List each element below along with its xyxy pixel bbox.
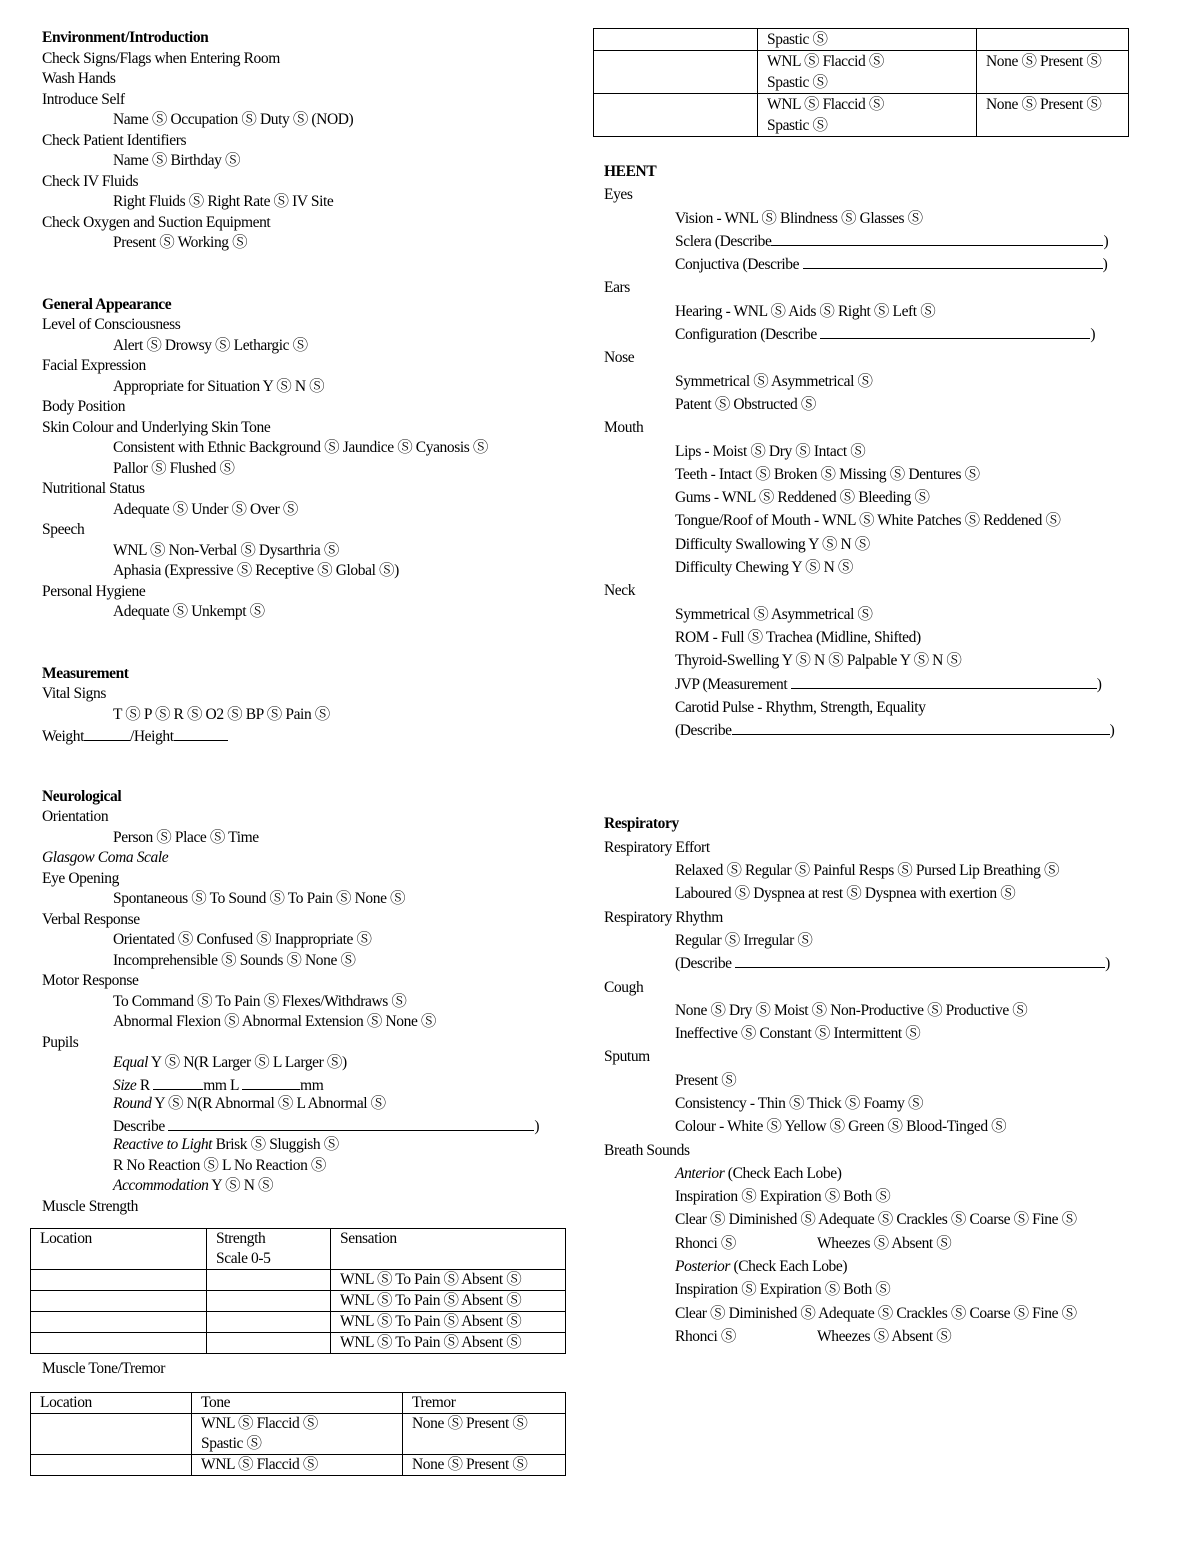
equal-options[interactable]: Y Ⓢ N(R Larger Ⓢ L Larger Ⓢ) <box>148 1054 347 1071</box>
tone-cell[interactable] <box>758 94 977 137</box>
rhythm-describe-row <box>604 952 1139 975</box>
skin-options-2[interactable]: Pallor Ⓢ Flushed Ⓢ <box>113 459 235 477</box>
accommodation-options[interactable]: Y Ⓢ N Ⓢ <box>208 1177 274 1194</box>
tremor-cell[interactable] <box>977 29 1129 51</box>
table-header-sensation: Sensation <box>331 1229 566 1270</box>
sputum-label: Sputum <box>604 1048 650 1066</box>
pupils-reactive[interactable] <box>42 1135 572 1156</box>
close-paren: ) <box>1105 955 1110 973</box>
muscle-tone-label: Muscle Tone/Tremor <box>42 1360 166 1377</box>
gcs-label: Glasgow Coma Scale <box>42 849 169 866</box>
configuration-row <box>604 323 1139 346</box>
size-l-field[interactable] <box>242 1074 300 1090</box>
rhythm-describe-label: (Describe <box>675 955 736 973</box>
table-header-location: Location <box>31 1392 192 1413</box>
table-row <box>594 51 1129 94</box>
colour-options[interactable]: Colour - White Ⓢ Yellow Ⓢ Green Ⓢ Blood-Tinged Ⓢ <box>675 1118 1007 1136</box>
wheezes-options[interactable]: Wheezes Ⓢ Absent Ⓢ <box>817 1327 952 1345</box>
muscle-strength-table <box>30 1228 566 1354</box>
introduce-self-label: Introduce Self <box>42 90 125 108</box>
motor-label: Motor Response <box>42 972 139 989</box>
eyes-label: Eyes <box>604 186 633 204</box>
right-column <box>604 28 1139 1348</box>
sensation-cell[interactable]: WNL Ⓢ To Pain Ⓢ Absent Ⓢ <box>331 1312 566 1333</box>
rhonci-option[interactable]: Rhonci Ⓢ <box>675 1327 736 1345</box>
tone-cell[interactable] <box>758 51 977 94</box>
close-paren: ) <box>1102 256 1108 274</box>
pupils-round[interactable] <box>42 1094 572 1115</box>
tone-cell[interactable] <box>192 1413 403 1454</box>
vision-options[interactable]: Vision - WNL Ⓢ Blindness Ⓢ Glasses Ⓢ <box>675 209 923 227</box>
anterior-label: Anterior <box>675 1164 725 1182</box>
nutrition-options[interactable]: Adequate Ⓢ Under Ⓢ Over Ⓢ <box>113 500 298 518</box>
conjuctiva-row <box>604 253 1139 276</box>
round-label: Round <box>113 1095 152 1112</box>
posterior-label: Posterior <box>675 1258 730 1276</box>
round-options[interactable]: Y Ⓢ N(R Abnormal Ⓢ L Abnormal Ⓢ <box>151 1095 386 1112</box>
check-lobe-note: (Check Each Lobe) <box>724 1164 842 1182</box>
nose-symmetry-options[interactable]: Symmetrical Ⓢ Asymmetrical Ⓢ <box>675 372 873 390</box>
mouth-label: Mouth <box>604 419 644 437</box>
pupils-equal[interactable] <box>42 1053 572 1074</box>
sclera-label: Sclera (Describe <box>675 232 772 250</box>
jvp-row <box>604 673 1139 696</box>
sclera-field[interactable] <box>771 230 1103 246</box>
table-row <box>594 94 1129 137</box>
sclera-row <box>604 230 1139 253</box>
eye-opening-label: Eye Opening <box>42 869 119 887</box>
check-lobe-note: (Check Each Lobe) <box>729 1258 848 1276</box>
close-paren: ) <box>1109 722 1115 740</box>
rhythm-options[interactable]: Regular Ⓢ Irregular Ⓢ <box>675 931 813 949</box>
tongue-options[interactable]: Tongue/Roof of Mouth - WNL Ⓢ White Patches Ⓢ Reddened Ⓢ <box>675 512 1061 530</box>
tone-line-2[interactable]: Spastic Ⓢ <box>767 74 828 91</box>
table-row <box>31 1270 566 1291</box>
left-column <box>42 28 572 1476</box>
conjuctiva-label: Conjuctiva (Describe <box>675 256 803 274</box>
strength-cell[interactable] <box>207 1291 331 1312</box>
header-strength-line-2: Scale 0-5 <box>216 1250 271 1267</box>
table-header-row <box>31 1229 566 1270</box>
rom-options[interactable]: ROM - Full Ⓢ Trachea (Midline, Shifted) <box>675 628 921 646</box>
pupils-label: Pupils <box>42 1033 79 1051</box>
section-heading-environment: Environment/Introduction <box>42 29 209 46</box>
sensation-cell[interactable]: WNL Ⓢ To Pain Ⓢ Absent Ⓢ <box>331 1333 566 1354</box>
section-heading-measurement: Measurement <box>42 664 129 682</box>
neck-symmetry-options[interactable]: Symmetrical Ⓢ Asymmetrical Ⓢ <box>675 605 873 623</box>
tone-line-1[interactable]: WNL Ⓢ Flaccid Ⓢ <box>767 96 884 113</box>
swallowing-options[interactable]: Difficulty Swallowing Y Ⓢ N Ⓢ <box>675 535 870 553</box>
anterior-clear-options[interactable]: Clear Ⓢ Diminished Ⓢ Adequate Ⓢ Crackles Ⓢ Coarse Ⓢ Fine Ⓢ <box>675 1211 1077 1229</box>
header-strength-line-1: Strength <box>216 1230 266 1247</box>
gums-options[interactable]: Gums - WNL Ⓢ Reddened Ⓢ Bleeding Ⓢ <box>675 489 930 507</box>
facial-options[interactable]: Appropriate for Situation Y Ⓢ N Ⓢ <box>113 377 325 395</box>
consistency-options[interactable]: Consistency - Thin Ⓢ Thick Ⓢ Foamy Ⓢ <box>675 1094 924 1112</box>
pupils-no-reaction[interactable]: R No Reaction Ⓢ L No Reaction Ⓢ <box>113 1156 327 1174</box>
skin-label: Skin Colour and Underlying Skin Tone <box>42 418 271 436</box>
table-row <box>31 1291 566 1312</box>
table-row <box>31 1312 566 1333</box>
describe-field[interactable] <box>168 1115 534 1131</box>
oxygen-options[interactable]: Present Ⓢ Working Ⓢ <box>113 234 248 251</box>
motor-options-2[interactable]: Abnormal Flexion Ⓢ Abnormal Extension Ⓢ None Ⓢ <box>113 1013 436 1030</box>
table-row <box>31 1454 566 1475</box>
chewing-options[interactable]: Difficulty Chewing Y Ⓢ N Ⓢ <box>675 559 854 577</box>
speech-options-2[interactable]: Aphasia (Expressive Ⓢ Receptive Ⓢ Global Ⓢ) <box>113 562 399 579</box>
hygiene-options[interactable]: Adequate Ⓢ Unkempt Ⓢ <box>113 603 265 620</box>
muscle-tone-table <box>30 1392 566 1476</box>
posterior-label-row <box>604 1255 1139 1278</box>
muscle-tone-table-continued <box>593 28 1129 137</box>
tone-cell[interactable]: Spastic Ⓢ <box>758 29 977 51</box>
tone-line-1[interactable]: WNL Ⓢ Flaccid Ⓢ <box>201 1414 318 1432</box>
rhythm-describe-field[interactable] <box>735 952 1105 968</box>
loc-options[interactable]: Alert Ⓢ Drowsy Ⓢ Lethargic Ⓢ <box>113 336 308 354</box>
strength-cell[interactable] <box>207 1312 331 1333</box>
close-paren: ) <box>1090 326 1096 344</box>
rhythm-label: Respiratory Rhythm <box>604 908 723 926</box>
conjuctiva-field[interactable] <box>803 253 1103 269</box>
reactive-label: Reactive to Light <box>113 1136 213 1153</box>
table-header-location: Location <box>31 1229 207 1270</box>
location-cell[interactable] <box>31 1312 207 1333</box>
height-field[interactable] <box>174 725 228 741</box>
introduce-options[interactable]: Name Ⓢ Occupation Ⓢ Duty Ⓢ (NOD) <box>113 111 354 128</box>
configuration-label: Configuration (Describe <box>675 326 821 344</box>
configuration-field[interactable] <box>820 323 1090 339</box>
hygiene-label: Personal Hygiene <box>42 582 146 600</box>
nose-patent-options[interactable]: Patent Ⓢ Obstructed Ⓢ <box>675 395 816 413</box>
size-mm-label: mm <box>300 1076 324 1094</box>
motor-options-1[interactable]: To Command Ⓢ To Pain Ⓢ Flexes/Withdraws Ⓢ <box>113 992 407 1010</box>
table-row <box>31 1333 566 1354</box>
cough-options-2[interactable]: Ineffective Ⓢ Constant Ⓢ Intermittent Ⓢ <box>675 1025 921 1043</box>
tremor-cell[interactable]: None Ⓢ Present Ⓢ <box>977 94 1129 137</box>
cough-label: Cough <box>604 978 644 996</box>
section-heading-heent: HEENT <box>604 163 657 180</box>
cough-options-1[interactable]: None Ⓢ Dry Ⓢ Moist Ⓢ Non-Productive Ⓢ Productive Ⓢ <box>675 1001 1028 1019</box>
loc-label: Level of Consciousness <box>42 316 181 333</box>
carotid-describe-row <box>604 719 1139 742</box>
location-cell[interactable] <box>594 51 758 94</box>
posterior-rhonci-row[interactable] <box>604 1325 1139 1348</box>
nutrition-label: Nutritional Status <box>42 480 145 497</box>
iv-options[interactable]: Right Fluids Ⓢ Right Rate Ⓢ IV Site <box>113 193 334 210</box>
effort-options-1[interactable]: Relaxed Ⓢ Regular Ⓢ Painful Resps Ⓢ Pursed Lip Breathing Ⓢ <box>675 862 1060 880</box>
reactive-options[interactable]: Brisk Ⓢ Sluggish Ⓢ <box>212 1136 339 1153</box>
lips-options[interactable]: Lips - Moist Ⓢ Dry Ⓢ Intact Ⓢ <box>675 442 866 460</box>
describe-label: Describe <box>113 1117 169 1135</box>
check-identifiers-label: Check Patient Identifiers <box>42 131 187 149</box>
rhonci-option[interactable]: Rhonci Ⓢ <box>675 1234 736 1252</box>
accommodation-label: Accommodation <box>113 1177 209 1194</box>
sputum-present-option[interactable]: Present Ⓢ <box>675 1071 737 1089</box>
size-r-field[interactable] <box>153 1074 203 1090</box>
table-header-tremor: Tremor <box>403 1392 566 1413</box>
carotid-label: Carotid Pulse - Rhythm, Strength, Equality <box>675 698 926 716</box>
location-cell[interactable] <box>31 1413 192 1454</box>
muscle-strength-label: Muscle Strength <box>42 1197 139 1215</box>
strength-cell[interactable] <box>207 1270 331 1291</box>
carotid-describe-field[interactable] <box>732 719 1110 735</box>
tremor-cell[interactable]: None Ⓢ Present Ⓢ <box>403 1454 566 1475</box>
wheezes-options[interactable]: Wheezes Ⓢ Absent Ⓢ <box>817 1234 952 1252</box>
location-cell[interactable] <box>594 94 758 137</box>
location-cell[interactable] <box>31 1333 207 1354</box>
table-header-row <box>31 1392 566 1413</box>
jvp-field[interactable] <box>791 673 1097 689</box>
effort-options-2[interactable]: Laboured Ⓢ Dyspnea at rest Ⓢ Dyspnea with exertion Ⓢ <box>675 885 1016 903</box>
hearing-options[interactable]: Hearing - WNL Ⓢ Aids Ⓢ Right Ⓢ Left Ⓢ <box>675 302 936 320</box>
pupils-accommodation[interactable] <box>42 1176 572 1197</box>
section-heading-general: General Appearance <box>42 295 172 313</box>
verbal-label: Verbal Response <box>42 910 140 928</box>
anterior-inspiration-options[interactable]: Inspiration Ⓢ Expiration Ⓢ Both Ⓢ <box>675 1188 891 1206</box>
body-position-label: Body Position <box>42 398 126 415</box>
size-label: Size <box>113 1076 137 1094</box>
location-cell[interactable] <box>31 1270 207 1291</box>
facial-label: Facial Expression <box>42 357 146 374</box>
size-r-label: R <box>136 1076 154 1094</box>
section-heading-respiratory: Respiratory <box>604 815 679 833</box>
nose-label: Nose <box>604 349 635 367</box>
thyroid-options[interactable]: Thyroid-Swelling Y Ⓢ N Ⓢ Palpable Y Ⓢ N Ⓢ <box>675 652 962 670</box>
speech-label: Speech <box>42 521 85 538</box>
check-oxygen-label: Check Oxygen and Suction Equipment <box>42 213 271 231</box>
tone-line-2[interactable]: Spastic Ⓢ <box>201 1434 262 1452</box>
anterior-label-row <box>604 1162 1139 1185</box>
equal-label: Equal <box>113 1054 149 1071</box>
section-heading-neurological: Neurological <box>42 787 122 805</box>
strength-cell[interactable] <box>207 1333 331 1354</box>
table-row <box>31 1413 566 1454</box>
close-paren: ) <box>534 1117 540 1135</box>
anterior-rhonci-row[interactable] <box>604 1232 1139 1255</box>
location-cell[interactable] <box>31 1454 192 1475</box>
sensation-cell[interactable]: WNL Ⓢ To Pain Ⓢ Absent Ⓢ <box>331 1270 566 1291</box>
neck-label: Neck <box>604 582 636 600</box>
verbal-options-1[interactable]: Orientated Ⓢ Confused Ⓢ Inappropriate Ⓢ <box>113 931 372 948</box>
location-cell[interactable] <box>594 29 758 51</box>
table-row <box>594 29 1129 51</box>
weight-field[interactable] <box>84 725 130 741</box>
pupils-size <box>42 1074 572 1095</box>
height-label: /Height <box>129 728 174 745</box>
ears-label: Ears <box>604 279 630 297</box>
tremor-cell[interactable]: None Ⓢ Present Ⓢ <box>977 51 1129 94</box>
tone-line-1[interactable]: WNL Ⓢ Flaccid Ⓢ <box>767 53 884 70</box>
skin-options-1[interactable]: Consistent with Ethnic Background Ⓢ Jaundice Ⓢ Cyanosis Ⓢ <box>113 439 488 456</box>
vitals-options[interactable]: T Ⓢ P Ⓢ R Ⓢ O2 Ⓢ BP Ⓢ Pain Ⓢ <box>113 705 330 723</box>
effort-label: Respiratory Effort <box>604 838 710 856</box>
vitals-label: Vital Signs <box>42 685 106 702</box>
wash-hands-label: Wash Hands <box>42 70 116 87</box>
check-iv-label: Check IV Fluids <box>42 172 139 190</box>
sensation-cell[interactable]: WNL Ⓢ To Pain Ⓢ Absent Ⓢ <box>331 1291 566 1312</box>
table-header-tone: Tone <box>192 1392 403 1413</box>
close-paren: ) <box>1096 675 1102 693</box>
eye-opening-options[interactable]: Spontaneous Ⓢ To Sound Ⓢ To Pain Ⓢ None Ⓢ <box>113 890 406 907</box>
weight-label: Weight <box>42 728 84 745</box>
tone-line-2[interactable]: Spastic Ⓢ <box>767 117 828 134</box>
posterior-inspiration-options[interactable]: Inspiration Ⓢ Expiration Ⓢ Both Ⓢ <box>675 1281 891 1299</box>
size-mm-l-label: mm L <box>203 1076 243 1094</box>
tremor-cell[interactable]: None Ⓢ Present Ⓢ <box>403 1413 566 1454</box>
orientation-options[interactable]: Person Ⓢ Place Ⓢ Time <box>113 828 259 846</box>
speech-options-1[interactable]: WNL Ⓢ Non-Verbal Ⓢ Dysarthria Ⓢ <box>113 541 339 559</box>
tone-cell[interactable]: WNL Ⓢ Flaccid Ⓢ <box>192 1454 403 1475</box>
location-cell[interactable] <box>31 1291 207 1312</box>
weight-height-row <box>42 725 572 746</box>
carotid-describe-label: (Describe <box>675 722 732 740</box>
table-header-strength <box>207 1229 331 1270</box>
breath-sounds-label: Breath Sounds <box>604 1141 690 1159</box>
pupils-describe <box>42 1115 572 1136</box>
verbal-options-2[interactable]: Incomprehensible Ⓢ Sounds Ⓢ None Ⓢ <box>113 951 356 969</box>
orientation-label: Orientation <box>42 808 109 825</box>
close-paren: ) <box>1103 232 1109 250</box>
identifier-options[interactable]: Name Ⓢ Birthday Ⓢ <box>113 152 241 169</box>
posterior-clear-options[interactable]: Clear Ⓢ Diminished Ⓢ Adequate Ⓢ Crackles Ⓢ Coarse Ⓢ Fine Ⓢ <box>675 1304 1077 1322</box>
teeth-options[interactable]: Teeth - Intact Ⓢ Broken Ⓢ Missing Ⓢ Dentures Ⓢ <box>675 465 980 483</box>
check-signs-label: Check Signs/Flags when Entering Room <box>42 49 280 67</box>
jvp-label: JVP (Measurement <box>675 675 791 693</box>
